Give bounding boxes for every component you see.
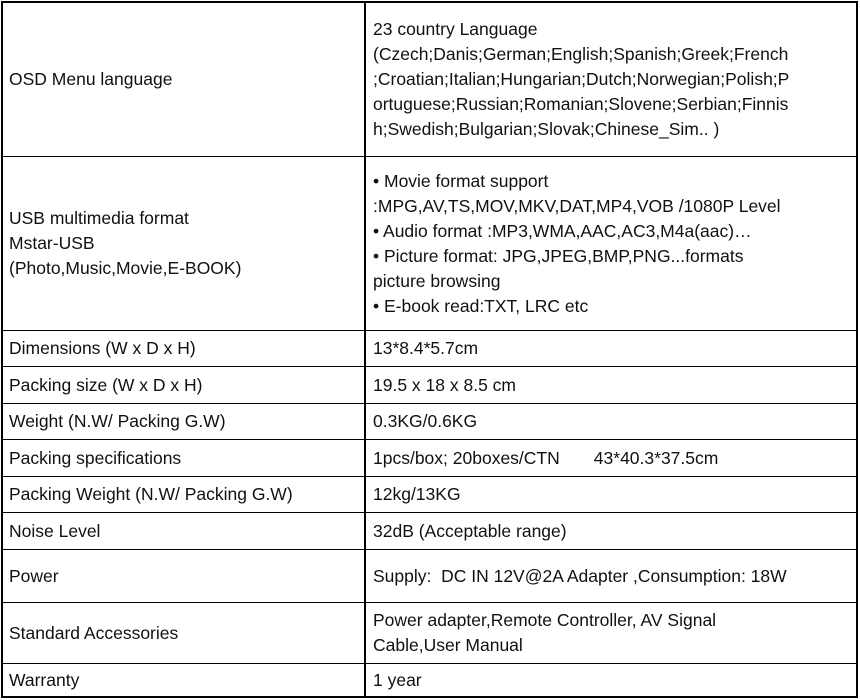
spec-table xyxy=(1,1,858,698)
value-lines xyxy=(373,17,789,142)
value-packing-specifications xyxy=(366,440,856,476)
value-power xyxy=(366,550,856,602)
value-weight: 0.3KG/0.6KG xyxy=(373,411,478,431)
table-row-dimensions xyxy=(3,331,856,367)
label-packing-weight: Packing Weight (N.W/ Packing G.W) xyxy=(3,477,366,512)
label-packing-size: Packing size (W x D x H) xyxy=(3,367,366,403)
value-standard-accessories xyxy=(366,603,856,663)
value-text: 1pcs/box; 20boxes/CTN 43*40.3*37.5cm xyxy=(373,447,719,468)
table-row-standard-accessories xyxy=(3,603,856,664)
value-line: • E-book read:TXT, LRC etc xyxy=(373,295,589,316)
value-packing-weight: 12kg/13KG xyxy=(373,484,461,504)
table-row-warranty xyxy=(3,664,856,696)
value-line: • Picture format: JPG,JPEG,BMP,PNG...formats xyxy=(373,245,744,266)
table-row-packing-size xyxy=(3,367,856,404)
label-warranty: Warranty xyxy=(3,664,366,696)
label-noise-level: Noise Level xyxy=(3,513,366,549)
table-row-packing-weight xyxy=(3,477,856,513)
label-usb-multimedia xyxy=(3,157,366,330)
value-lines xyxy=(373,608,716,658)
value-line: Power adapter,Remote Controller, AV Signal xyxy=(373,610,717,630)
value-line: • Movie format support xyxy=(373,170,549,191)
label-line: USB multimedia format xyxy=(9,208,189,228)
value-line: 23 country Language xyxy=(373,19,538,39)
table-row-weight xyxy=(3,404,856,440)
label-weight: Weight (N.W/ Packing G.W) xyxy=(3,404,366,439)
value-dimensions: 13*8.4*5.7cm xyxy=(373,338,479,358)
label-dimensions: Dimensions (W x D x H) xyxy=(3,331,366,366)
label-power: Power xyxy=(3,550,366,602)
label-packing-specifications: Packing specifications xyxy=(3,440,366,476)
label-standard-accessories: Standard Accessories xyxy=(3,603,366,663)
value-line: • Audio format :MP3,WMA,AAC,AC3,M4a(aac)… xyxy=(373,220,752,241)
table-row-noise-level xyxy=(3,513,856,550)
label-text: OSD Menu language xyxy=(9,69,173,89)
value-line: ;Croatian;Italian;Hungarian;Dutch;Norwegian;Polish;P xyxy=(373,69,790,89)
table-row-power xyxy=(3,550,856,603)
value-osd-menu-language xyxy=(366,3,856,156)
value-line: ortuguese;Russian;Romanian;Slovene;Serbian;Finnis xyxy=(373,94,789,114)
table-row-osd-menu-language xyxy=(3,3,856,157)
value-line: (Czech;Danis;German;English;Spanish;Greek;French xyxy=(373,44,789,64)
value-line: picture browsing xyxy=(373,270,501,291)
label-line: (Photo,Music,Movie,E-BOOK) xyxy=(9,258,242,278)
table-row-usb-multimedia xyxy=(3,157,856,331)
value-packing-size: 19.5 x 18 x 8.5 cm xyxy=(373,374,516,395)
value-text: Supply: DC IN 12V@2A Adapter ,Consumption: 18W xyxy=(373,565,787,586)
value-usb-multimedia xyxy=(366,157,856,330)
label-osd-menu-language xyxy=(3,3,366,156)
label-lines xyxy=(9,206,241,281)
value-line: Cable,User Manual xyxy=(373,635,523,655)
value-line: :MPG,AV,TS,MOV,MKV,DAT,MP4,VOB /1080P Level xyxy=(373,195,781,216)
label-line: Mstar-USB xyxy=(9,233,95,253)
table-row-packing-specifications xyxy=(3,440,856,477)
value-line: h;Swedish;Bulgarian;Slovak;Chinese_Sim.. ) xyxy=(373,119,720,139)
value-warranty: 1 year xyxy=(373,669,422,690)
value-noise-level: 32dB (Acceptable range) xyxy=(373,520,567,541)
value-lines xyxy=(373,169,781,319)
